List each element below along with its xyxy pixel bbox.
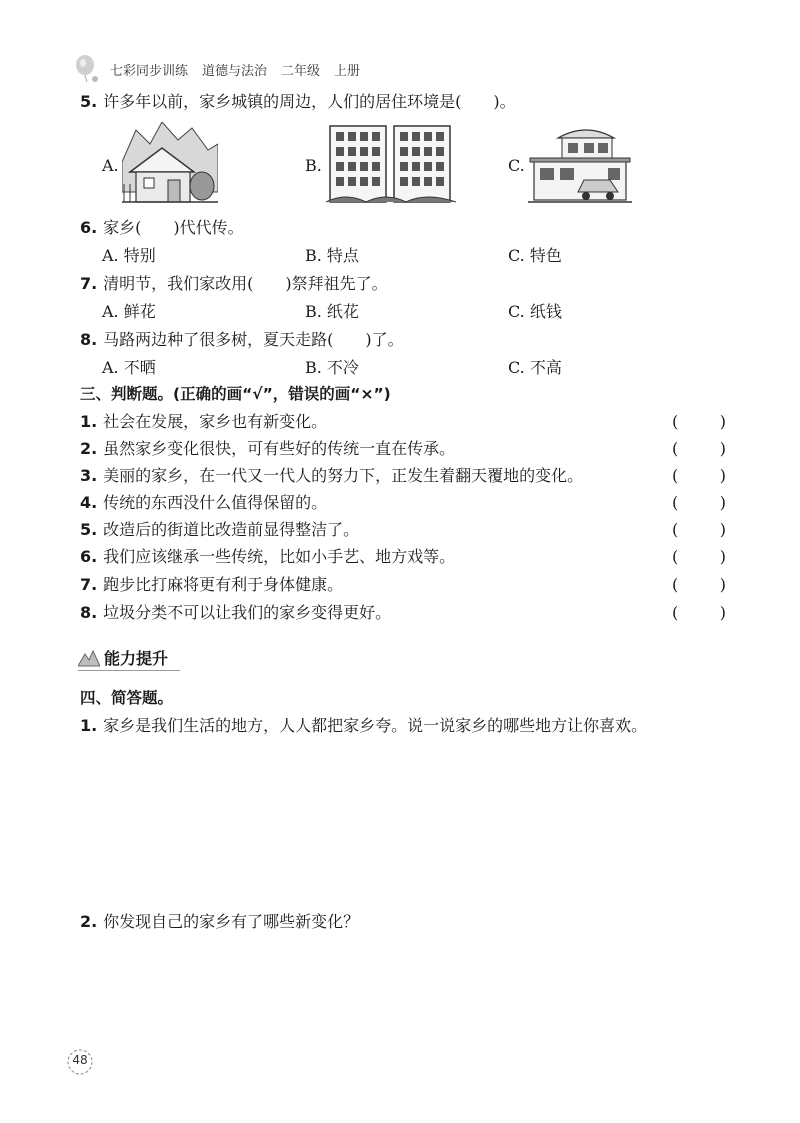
paren-open: ( xyxy=(672,439,679,458)
paren-open: ( xyxy=(672,575,679,594)
answer-blank[interactable] xyxy=(672,603,726,623)
answer-area[interactable] xyxy=(80,940,730,1040)
paren-close: ) xyxy=(719,547,726,566)
judge-text: 虽然家乡变化很快，可有些好的传统一直在传承。 xyxy=(103,439,456,458)
question-text: 家乡( )代代传。 xyxy=(103,218,244,237)
paren-close: ) xyxy=(719,412,726,431)
question-number: 8. xyxy=(80,330,98,349)
modern-villa-with-car-image xyxy=(528,122,632,206)
question-number: 2. xyxy=(80,912,98,931)
option-a: A. 鲜花 xyxy=(102,302,156,321)
header-grade: 二年级 xyxy=(281,63,321,79)
question-8 xyxy=(80,330,404,350)
rural-house-with-mountains-image xyxy=(122,122,218,206)
judge-text: 跑步比打麻将更有利于身体健康。 xyxy=(103,575,344,594)
question-number: 6. xyxy=(80,218,98,237)
short-answer-question xyxy=(80,716,647,736)
section-divider xyxy=(78,670,180,671)
question-number: 7. xyxy=(80,274,98,293)
judge-item xyxy=(80,547,455,567)
page-number: 48 xyxy=(72,1053,88,1067)
option-c: C. 特色 xyxy=(508,246,562,265)
option-a: A. 不晒 xyxy=(102,358,156,377)
judge-number: 8. xyxy=(80,603,98,622)
page-number-badge xyxy=(64,1046,96,1078)
option-c-label: C. xyxy=(508,156,525,175)
short-answer-title: 四、简答题。 xyxy=(80,689,174,707)
judge-item xyxy=(80,466,583,486)
judge-text: 传统的东西没什么值得保留的。 xyxy=(103,493,328,512)
paren-open: ( xyxy=(672,520,679,539)
answer-blank[interactable] xyxy=(672,466,726,486)
answer-blank[interactable] xyxy=(672,439,726,459)
judge-item xyxy=(80,520,359,540)
short-answer-question xyxy=(80,912,359,932)
answer-blank[interactable] xyxy=(672,520,726,540)
judge-text: 改造后的街道比改造前显得整洁了。 xyxy=(103,520,360,539)
question-number: 1. xyxy=(80,716,98,735)
paren-close: ) xyxy=(719,439,726,458)
paren-open: ( xyxy=(672,547,679,566)
judge-text: 美丽的家乡，在一代又一代人的努力下，正发生着翻天覆地的变化。 xyxy=(103,466,584,485)
judge-number: 4. xyxy=(80,493,98,512)
page-header xyxy=(74,54,360,84)
paren-close: ) xyxy=(719,603,726,622)
question-text: 许多年以前，家乡城镇的周边，人们的居住环境是( )。 xyxy=(103,92,516,111)
question-text: 马路两边种了很多树，夏天走路( )了。 xyxy=(103,330,404,349)
answer-area[interactable] xyxy=(80,744,730,894)
question-text: 你发现自己的家乡有了哪些新变化？ xyxy=(103,912,360,931)
tall-apartment-buildings-image xyxy=(326,122,456,206)
paren-open: ( xyxy=(672,412,679,431)
judge-item xyxy=(80,439,455,459)
ability-section-header xyxy=(78,646,168,669)
paren-open: ( xyxy=(672,466,679,485)
judge-item xyxy=(80,575,343,595)
judge-text: 我们应该继承一些传统，比如小手艺、地方戏等。 xyxy=(103,547,456,566)
answer-blank[interactable] xyxy=(672,493,726,513)
judge-section-title: 三、判断题。(正确的画“√”，错误的画“×”) xyxy=(80,385,391,403)
paren-close: ) xyxy=(719,466,726,485)
judge-item xyxy=(80,603,391,623)
judge-item xyxy=(80,493,327,513)
ability-title: 能力提升 xyxy=(104,649,169,668)
mountain-icon xyxy=(78,649,100,667)
question-text: 家乡是我们生活的地方，人人都把家乡夸。说一说家乡的哪些地方让你喜欢。 xyxy=(103,716,648,735)
balloon-logo-icon xyxy=(74,54,100,84)
judge-text: 社会在发展，家乡也有新变化。 xyxy=(103,412,328,431)
option-b: B. 特点 xyxy=(305,246,359,265)
option-a-label: A. xyxy=(102,156,119,175)
option-b-label: B. xyxy=(305,156,322,175)
header-series: 七彩同步训练 xyxy=(110,63,189,79)
question-text: 清明节，我们家改用( )祭拜祖先了。 xyxy=(103,274,388,293)
judge-text: 垃圾分类不可以让我们的家乡变得更好。 xyxy=(103,603,392,622)
answer-blank[interactable] xyxy=(672,575,726,595)
paren-open: ( xyxy=(672,603,679,622)
header-subject: 道德与法治 xyxy=(202,63,268,79)
option-a: A. 特别 xyxy=(102,246,156,265)
option-b: B. 不冷 xyxy=(305,358,359,377)
option-c: C. 不高 xyxy=(508,358,562,377)
header-volume: 上册 xyxy=(334,63,361,79)
judge-number: 5. xyxy=(80,520,98,539)
judge-number: 1. xyxy=(80,412,98,431)
judge-item xyxy=(80,412,327,432)
paren-close: ) xyxy=(719,493,726,512)
answer-blank[interactable] xyxy=(672,412,726,432)
question-5 xyxy=(80,92,516,112)
judge-number: 2. xyxy=(80,439,98,458)
judge-number: 7. xyxy=(80,575,98,594)
option-c: C. 纸钱 xyxy=(508,302,562,321)
paren-close: ) xyxy=(719,575,726,594)
question-6 xyxy=(80,218,244,238)
question-number: 5. xyxy=(80,92,98,111)
judge-number: 6. xyxy=(80,547,98,566)
question-7 xyxy=(80,274,388,294)
paren-close: ) xyxy=(719,520,726,539)
paren-open: ( xyxy=(672,493,679,512)
judge-number: 3. xyxy=(80,466,98,485)
option-b: B. 纸花 xyxy=(305,302,359,321)
answer-blank[interactable] xyxy=(672,547,726,567)
